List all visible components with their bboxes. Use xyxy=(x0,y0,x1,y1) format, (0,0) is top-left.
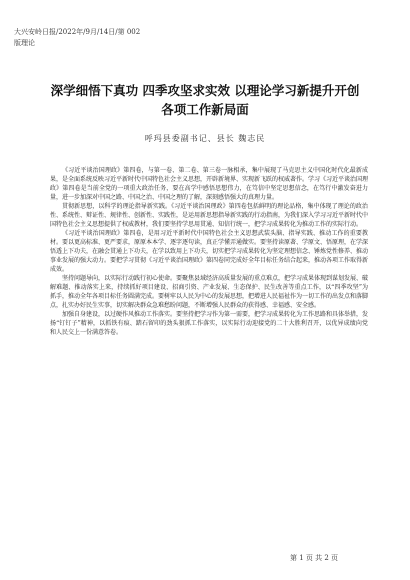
article-body xyxy=(50,166,368,544)
section-label: 版理论 xyxy=(14,39,35,47)
body-paragraph: 《习近平谈治国理政》第四卷，与第一卷、第二卷、第三卷一脉相承，集中展现了马克思主义中国化时代化最新成果，是全面系统反映习近平新时代中国特色社会主义思想，开辟新境界、实现新飞跃的权威著作。学习《习近平谈治国理政》第四卷是当前全党的一项重大政治任务，要在高学中感悟思想伟力，在笃信中坚定思想信念，在笃行中激发奋进力量，进一步加深对中国之路、中国之治、中国之理的了解，深刻感悟强大的真理力量。 xyxy=(50,167,368,201)
article-title-line-1: 深学细悟下真功 四季攻坚求实效 以理论学习新提升开创 xyxy=(50,83,360,98)
body-paragraph: 贯彻新思想，以科学的理论指导新实践。《习近平谈治国理政》第四卷包括鲜明的理论品格，集中体现了理论的政治性、系统性、辩证性、规律性、创新性、实践性，是运用新思想指导新实践的行动指南，为我们深入学习习近平新时代中国特色社会主义思想提供了权威教材，我们要坚持学思用贯通、知信行统一，把学习成果转化为推动工作的实际行动。 xyxy=(50,203,368,228)
page-number: 第 1 页 共 2 页 xyxy=(290,554,339,562)
article-title-line-2: 各项工作新局面 xyxy=(161,102,249,117)
article-byline: 呼玛县委副书记、县长 魏志民 xyxy=(144,134,266,143)
body-paragraph: 加强自身建设，以过硬作风推动工作落实。要坚持把学习作为第一需要，把学习成果转化为工作思路和具体举措，发扬“钉钉子”精神，以抓铁有痕、踏石留印的劲头狠抓工作落实，以实际行动迎接党的二十大胜利召开，以优异成绩向党和人民交上一份满意答卷。 xyxy=(50,311,368,336)
body-paragraph: 坚持问题导向，以实际行动践行初心使命。要聚焦县域经济高质量发展的重点难点，把学习成果体现到谋划发展、破解难题、推动落实上来，持续抓好项目建设、招商引资、产业发展、生态保护、民生改善等重点工作，以“四季攻坚”为抓手，推动全年各项目标任务圆满完成。要树牢以人民为中心的发展思想，把增进人民福祉作为一切工作的出发点和落脚点，扎实办好民生实事，切实解决群众急难愁盼问题，不断增强人民群众的获得感、幸福感、安全感。 xyxy=(50,275,368,309)
body-paragraph: 《习近平谈治国理政》第四卷，是用习近平新时代中国特色社会主义思想武装头脑、指导实践、推动工作的重要教材。要以更高标准、更严要求，原原本本学、逐字逐句读，真正学懂弄通做实。要坚持读原著、学原文、悟原理，在学深悟透上下功夫，在融会贯通上下功夫，在学以致用上下功夫，切实把学习成果转化为坚定理想信念、锤炼党性修养、推动事业发展的强大动力。要把学习贯彻《习近平谈治国理政》第四卷同完成好全年目标任务结合起来，推动各项工作取得新成效。 xyxy=(50,230,368,273)
source-line: 大兴安岭日报/2022年/9月/14日/第 002 xyxy=(14,28,141,36)
